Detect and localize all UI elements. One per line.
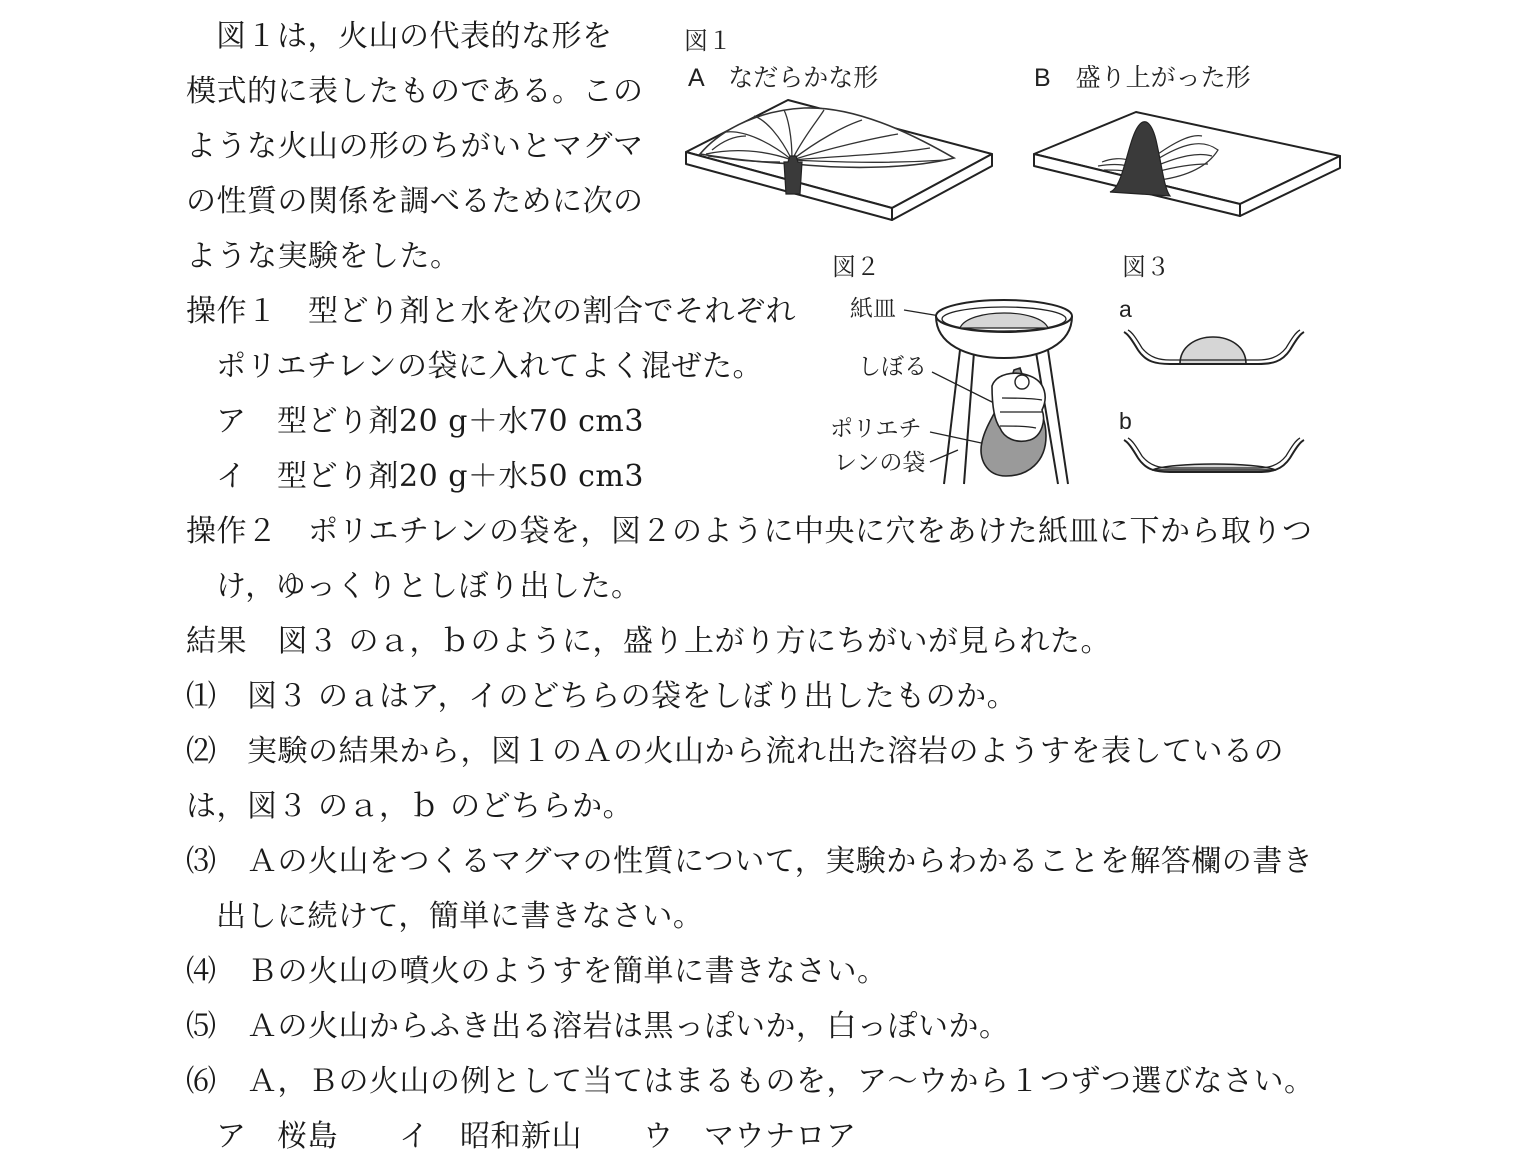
figure2-label-plate: 紙皿 xyxy=(850,296,896,322)
question-2-line-2: は，図３ のａ，ｂ のどちらか。 xyxy=(186,789,634,824)
intro-line-4: の性質の関係を調べるために次の xyxy=(186,184,644,219)
result-b-flat-diagram xyxy=(1122,434,1306,484)
figure3-title: 図３ xyxy=(1122,254,1170,281)
figure2-label-squeeze: しぼる xyxy=(858,354,927,380)
intro-line-5: ような実験をした。 xyxy=(186,239,461,274)
result-a-dome-diagram xyxy=(1122,326,1306,376)
operation1-line-1: 操作１ 型どり剤と水を次の割合でそれぞれ xyxy=(186,294,796,329)
intro-line-2: 模式的に表したものである。この xyxy=(186,74,644,109)
operation2-line-2: け，ゆっくりとしぼり出した。 xyxy=(216,569,642,604)
figure1-label-b: B 盛り上がった形 xyxy=(1034,64,1251,92)
squeeze-apparatus-diagram xyxy=(896,286,1096,486)
question-6: ⑹ Ａ，Ｂの火山の例として当てはまるものを，ア～ウから１つずつ選びなさい。 xyxy=(186,1064,1315,1099)
result-line: 結果 図３ のａ，ｂのように，盛り上がり方にちがいが見られた。 xyxy=(186,624,1112,659)
intro-line-1: 図１は，火山の代表的な形を xyxy=(216,19,613,54)
operation2-line-1: 操作２ ポリエチレンの袋を，図２のように中央に穴をあけた紙皿に下から取りつ xyxy=(186,514,1313,549)
question-6-choices: ア 桜島 イ 昭和新山 ウ マウナロア xyxy=(216,1119,857,1154)
figure3-label-b: b xyxy=(1119,408,1132,434)
figure3-label-a: a xyxy=(1119,296,1132,322)
question-5: ⑸ Ａの火山からふき出る溶岩は黒っぽいか，白っぽいか。 xyxy=(186,1009,1010,1044)
operation1-line-2: ポリエチレンの袋に入れてよく混ぜた。 xyxy=(216,349,764,384)
intro-line-3: ような火山の形のちがいとマグマ xyxy=(186,129,644,164)
operation1-option-a: ア 型どり剤20 g＋水70 cm3 xyxy=(216,404,644,439)
question-3-line-1: ⑶ Ａの火山をつくるマグマの性質について，実験からわかることを解答欄の書き xyxy=(186,844,1314,879)
operation1-option-i: イ 型どり剤20 g＋水50 cm3 xyxy=(216,459,644,494)
dome-volcano-diagram xyxy=(1032,110,1344,220)
figure1-label-a: A なだらかな形 xyxy=(688,64,879,92)
question-3-line-2: 出しに続けて，簡単に書きなさい。 xyxy=(216,899,704,934)
shield-volcano-diagram xyxy=(684,96,996,220)
figure2-label-bag-line-2: レンの袋 xyxy=(834,450,926,476)
question-1: ⑴ 図３ のａはア，イのどちらの袋をしぼり出したものか。 xyxy=(186,679,1018,714)
question-2-line-1: ⑵ 実験の結果から，図１のＡの火山から流れ出た溶岩のようすを表しているの xyxy=(186,734,1284,769)
figure2-label-bag-line-1: ポリエチ xyxy=(830,416,922,442)
question-4: ⑷ Ｂの火山の噴火のようすを簡単に書きなさい。 xyxy=(186,954,888,989)
figure1-title: 図１ xyxy=(684,28,732,55)
figure2-title: 図２ xyxy=(832,254,880,281)
